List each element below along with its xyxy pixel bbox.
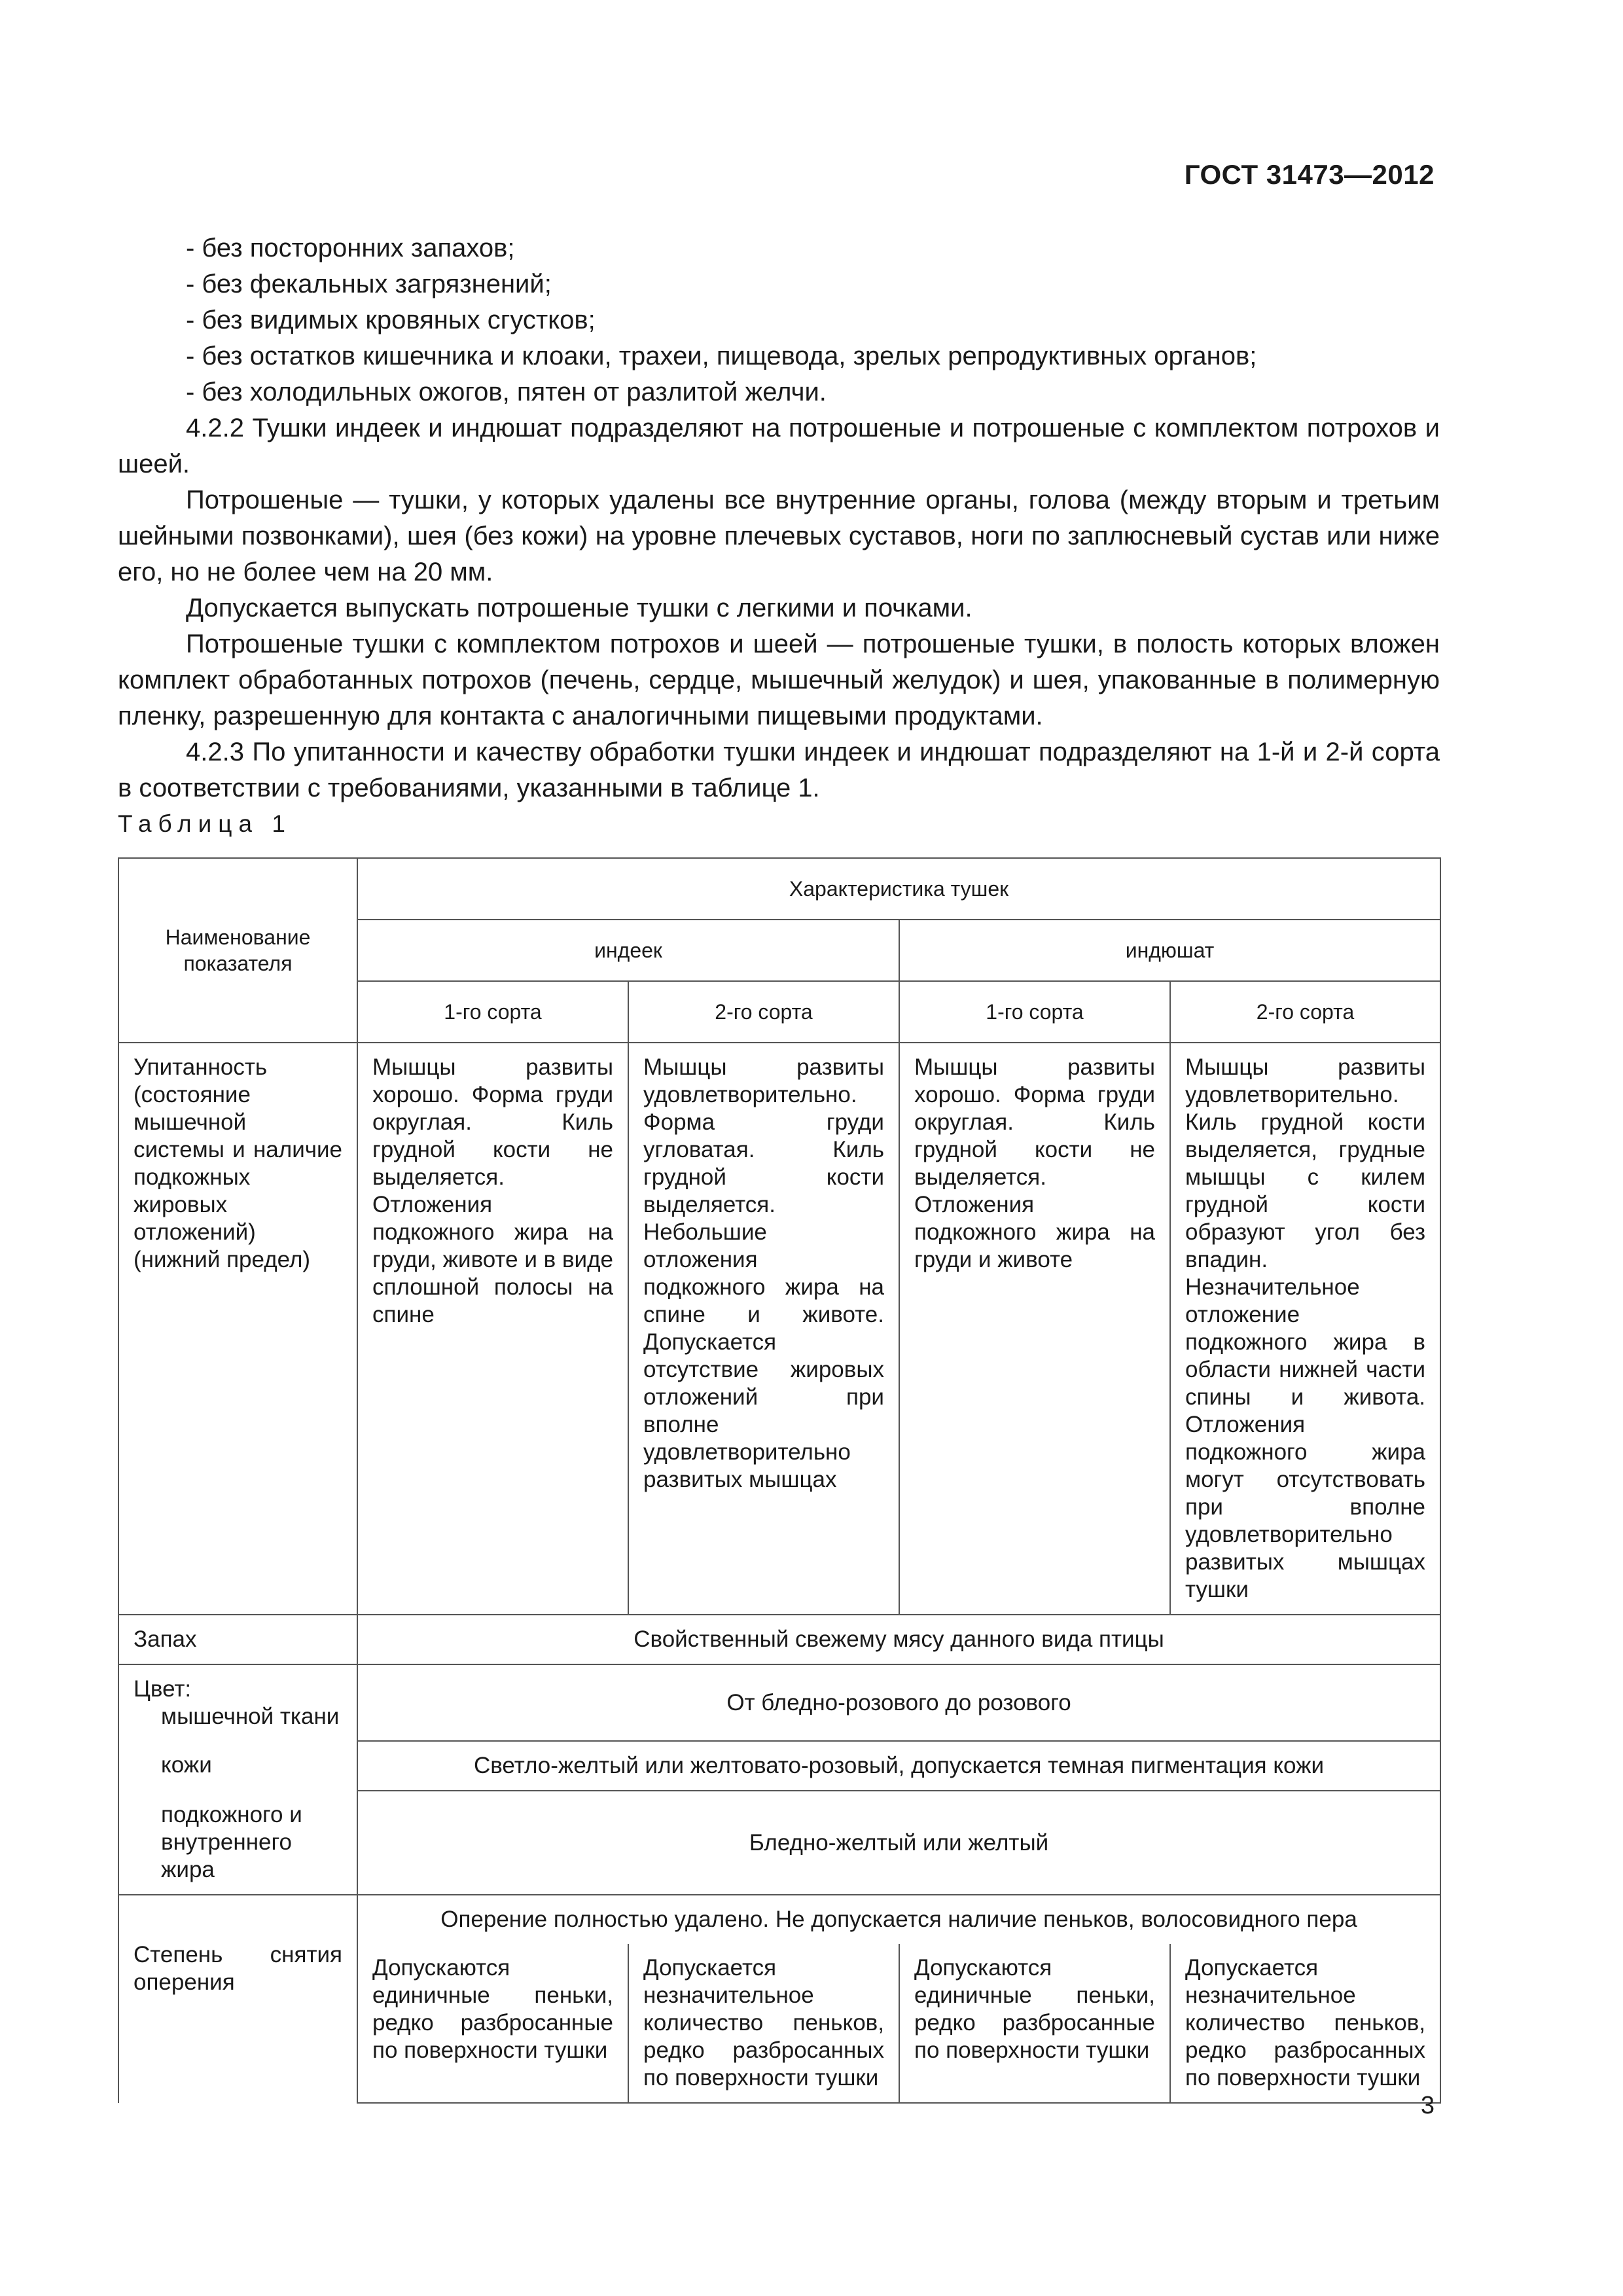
table-row-fatness [118, 1043, 1440, 1615]
row-label-color-muscle: мышечной ткани [118, 1703, 357, 1741]
body-text [118, 230, 1440, 806]
paragraph: 4.2.2 Тушки индеек и индюшат подразделяют на потрошеные и потрошеные с комплектом потрохов и шеей. [118, 414, 1440, 478]
page-number: 3 [1420, 2092, 1435, 2119]
row-label-color: Цвет: [118, 1664, 357, 1703]
header-poult-grade1: 1-го сорта [899, 981, 1170, 1043]
cell-fatness-poult-grade2: Мышцы развиты удовлетворительно. Киль грудной кости выделяется, грудные мышцы с килем грудной кости образуют угол без впадин. Незначительное отложение подкожного жира в области нижней части спины и живота. Отложения подкожного жира могут отсутствовать при вполне удовлетворительно развитых мышцах тушки [1170, 1043, 1440, 1615]
header-turkey-grade1: 1-го сорта [357, 981, 628, 1043]
paragraph: Потрошеные — тушки, у которых удалены все внутренние органы, голова (между вторым и третьим шейными позвонками), шея (без кожи) на уровне плечевых суставов, ноги по заплюсневый сустав или ниже его, но не более чем на 20 мм. [118, 486, 1440, 586]
row-label-color-skin: кожи [118, 1741, 357, 1791]
cell-feathers-poult-grade2: Допускается незначительное количество пеньков, редко разбросанных по поверхности тушки [1170, 1944, 1440, 2103]
header-indicator-name: Наименование показателя [118, 858, 357, 1043]
paragraph: Потрошеные тушки с комплектом потрохов и шеей — потрошеные тушки, в полость которых вложен комплект обработанных потрохов (печень, сердце, мышечный желудок) и шея, упакованные в полимерную пленку, разрешенную для контакта с аналогичными пищевыми продуктами. [118, 630, 1440, 730]
cell-fatness-turkey-grade2: Мышцы развиты удовлетворительно. Форма груди угловатая. Киль грудной кости выделяется. Небольшие отложения подкожного жира на спине и животе. Допускается отсутствие жировых отложений при вполне удовлетворительно развитых мышцах [628, 1043, 899, 1615]
row-label-feathers [118, 1895, 357, 2103]
cell-smell-value: Свойственный свежему мясу данного вида птицы [357, 1615, 1440, 1664]
cell-fatness-turkey-grade1: Мышцы развиты хорошо. Форма груди округлая. Киль грудной кости не выделяется. Отложения подкожного жира на груди, животе и в виде сплошной полосы на спине [357, 1043, 628, 1615]
cell-feathers-poult-grade1: Допускаются единичные пеньки, редко разбросанные по поверхности тушки [899, 1944, 1170, 2103]
paragraph: - без посторонних запахов; [186, 234, 515, 262]
paragraph: Допускается выпускать потрошеные тушки с легкими и почками. [186, 594, 972, 622]
row-label-smell: Запах [118, 1615, 357, 1664]
cell-feathers-turkey-grade2: Допускается незначительное количество пеньков, редко разбросанных по поверхности тушки [628, 1944, 899, 2103]
cell-color-skin-value: Светло-желтый или желтовато-розовый, допускается темная пигментация кожи [357, 1741, 1440, 1791]
paragraph: - без остатков кишечника и клоаки, трахеи, пищевода, зрелых репродуктивных органов; [186, 342, 1257, 370]
row-label-feathers-text: Степень снятия оперения [134, 1942, 342, 1995]
row-label-color-fat: подкожного и внутреннего жира [118, 1791, 357, 1895]
cell-color-fat-value: Бледно-желтый или желтый [357, 1791, 1440, 1895]
table-row-color-title [118, 1664, 1440, 1703]
table-caption: Таблица 1 [118, 810, 292, 837]
header-poult: индюшат [899, 920, 1440, 981]
cell-feathers-common: Оперение полностью удалено. Не допускается наличие пеньков, волосовидного пера [357, 1895, 1440, 1944]
header-turkey-grade2: 2-го сорта [628, 981, 899, 1043]
quality-table [118, 857, 1441, 2104]
paragraph: - без видимых кровяных сгустков; [186, 306, 596, 334]
table-row-smell [118, 1615, 1440, 1664]
cell-color-muscle-value: От бледно-розового до розового [357, 1664, 1440, 1741]
table-row-color-skin [118, 1741, 1440, 1791]
header-characteristic: Характеристика тушек [357, 858, 1440, 920]
paragraph: - без фекальных загрязнений; [186, 270, 552, 298]
paragraph: - без холодильных ожогов, пятен от разлитой желчи. [186, 378, 827, 406]
cell-feathers-turkey-grade1: Допускаются единичные пеньки, редко разбросанные по поверхности тушки [357, 1944, 628, 2103]
table-row-feathers-common [118, 1895, 1440, 1944]
header-turkey: индеек [357, 920, 899, 981]
table-row-color-fat [118, 1791, 1440, 1895]
paragraph: 4.2.3 По упитанности и качеству обработки тушки индеек и индюшат подразделяют на 1-й и 2-й сорта в соответствии с требованиями, указанными в таблице 1. [118, 738, 1440, 802]
document-code: ГОСТ 31473—2012 [1184, 159, 1435, 190]
header-poult-grade2: 2-го сорта [1170, 981, 1440, 1043]
row-label-fatness: Упитанность (состояние мышечной системы и наличие подкожных жировых отложений) (нижний предел) [118, 1043, 357, 1615]
cell-fatness-poult-grade1: Мышцы развиты хорошо. Форма груди округлая. Киль грудной кости не выделяется. Отложения подкожного жира на груди и животе [899, 1043, 1170, 1615]
